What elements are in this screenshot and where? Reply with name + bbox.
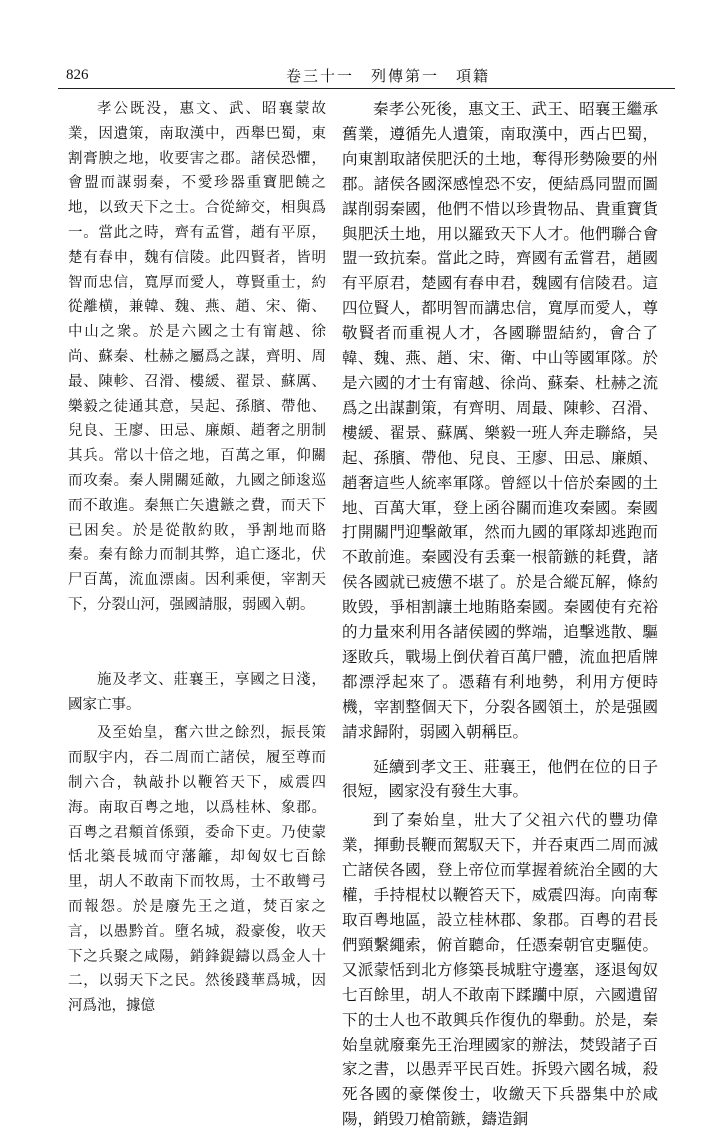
left-paragraph-1: 孝公既没，惠文、武、昭襄蒙故業，因遺策，南取漢中，西舉巴蜀，東割膏腴之地，收要害之郡。諸侯恐懼，會盟而謀弱秦，不愛珍器重寶肥饒之地，以致天下之士。合從締交，相與爲一。當此之時，齊有孟嘗，趙有平原，楚有春申，魏有信陵。此四賢者，皆明智而忠信，寬厚而愛人，尊賢重士，約從離横，兼韓、魏、燕、趙、宋、衛、中山之衆。於是六國之士有甯越、徐尚、蘇秦、杜赫之屬爲之謀，齊明、周最、陳軫、召滑、樓緩、翟景、蘇厲、樂毅之徒通其意，吴起、孫臏、帶他、兒良、王廖、田忌、廉頗、趙奢之朋制其兵。常以十倍之地，百萬之軍，仰關而攻秦。秦人開關延敵，九國之師逡巡而不敢進。秦無亡矢遺鏃之費，而天下已困矣。於是從散約敗，爭割地而賂秦。秦有餘力而制其弊，追亡逐北，伏尸百萬，流血漂鹵。因利乘便，宰割天下，分裂山河，强國請服，弱國入朝。: [68, 101, 326, 613]
right-paragraph-1: 秦孝公死後，惠文王、武王、昭襄王繼承舊業，遵循先人遺策，南取漢中，西占巴蜀，向東割取諸侯肥沃的土地，奪得形勢險要的州郡。諸侯各國深感惶恐不安，便結爲同盟而圖謀削弱秦國，他們不惜以珍貴物品、貴重寶貨與肥沃土地，用以羅致天下人才。他們聯合會盟一致抗秦。當此之時，齊國有孟嘗君，趙國有平原君，楚國有春申君，魏國有信陵君。這四位賢人，都明智而講忠信，寬厚而愛人，尊敬賢者而重視人才，各國聯盟結約，會合了韓、魏、燕、趙、宋、衛、中山等國軍隊。於是六國的才士有甯越、徐尚、蘇秦、杜赫之流爲之出謀劃策，有齊明、周最、陳軫、召滑、樓緩、翟景、蘇厲、樂毅一班人奔走聯絡，吴起、孫臏、帶他、兒良、王廖、田忌、廉頗、趙奢這些人統率軍隊。曾經以十倍於秦國的土地、百萬大軍，登上函谷關而進攻秦國。秦國打開關門迎擊敵軍，然而九國的軍隊却逃跑而不敢前進。秦國没有丢棄一根箭鏃的耗費，諸侯各國就已疲憊不堪了。於是合縱瓦解，條約敗毁，爭相割讓土地賄賂秦國。秦國使有充裕的力量來利用各諸侯國的弊端，追擊逃散、驅逐敗兵，戰場上倒伏着百萬尸體，流血把盾牌都漂浮起來了。憑藉有利地勢，利用方便時機，宰割整個天下，分裂各國領土，於是强國請求歸附，弱國入朝稱臣。: [342, 100, 658, 741]
left-paragraph-2: 施及孝文、莊襄王，享國之日淺，國家亡事。: [68, 671, 326, 713]
page-header: [58, 63, 673, 85]
left-paragraph-3: 及至始皇，奮六世之餘烈，振長策而馭宇内，吞二周而亡諸侯，履至尊而制六合，執敲扑以鞭笞天下，威震四海。南取百粤之地，以爲桂林、象郡。百粤之君頫首係頸，委命下吏。乃使蒙恬北築長城而守藩籬，却匈奴七百餘里，胡人不敢南下而牧馬，士不敢彎弓而報怨。於是廢先王之道，焚百家之言，以愚黔首。墮名城，殺豪俊，收天下之兵聚之咸陽，銷鋒鍉鑄以爲金人十二，以弱天下之民。然後踐華爲城，因河爲池，據億: [68, 725, 326, 1015]
left-column-original-text: [68, 97, 326, 1019]
header-rule: [58, 88, 675, 89]
running-head: 卷三十一 列傳第一 項籍: [286, 67, 491, 85]
page-number: 826: [66, 67, 89, 83]
right-column-translation: [342, 97, 658, 1132]
right-paragraph-3: 到了秦始皇，壯大了父祖六代的豐功偉業，揮動長鞭而駕馭天下，并吞東西二周而滅亡諸侯各國，登上帝位而掌握着統治全國的大權，手持棍杖以鞭笞天下，威震四海。向南奪取百粤地區，設立桂林郡、象郡。百粤的君長們頸繫繩索，俯首聽命，任憑秦朝官吏驅使。又派蒙恬到北方修築長城駐守邊塞，逐退匈奴七百餘里，胡人不敢南下蹂躪中原，六國遺留下的士人也不敢興兵作復仇的舉動。於是，秦始皇就廢棄先王治理國家的辦法，焚毁諸子百家之書，以愚弄平民百姓。拆毁六國名城，殺死各國的豪傑俊士，收繳天下兵器集中於咸陽，銷毁刀槍箭鏃，鑄造銅: [342, 811, 658, 1129]
right-paragraph-2: 延續到孝文王、莊襄王，他們在位的日子很短，國家没有發生大事。: [342, 757, 658, 801]
